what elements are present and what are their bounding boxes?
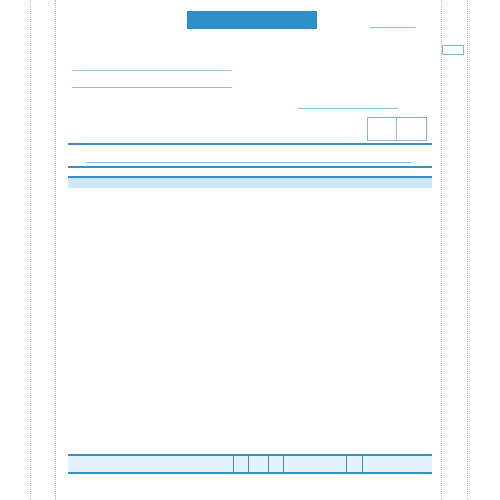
footer-div-1: [233, 454, 234, 472]
page-line: [370, 27, 416, 28]
perforation-left: [30, 0, 31, 500]
table-top-rule: [68, 176, 432, 178]
total-amount-line: [86, 162, 412, 163]
perforation-left-inner: [55, 0, 56, 500]
footer-div-4: [283, 454, 284, 472]
stamp-divider: [396, 117, 397, 141]
footer-div-3: [268, 454, 269, 472]
header-rule-bottom: [68, 166, 432, 168]
side-code-box: [442, 45, 464, 55]
perforation-right-inner: [441, 0, 442, 500]
footer-div-6: [362, 454, 363, 472]
recipient-line: [72, 70, 232, 71]
footer-div-2: [248, 454, 249, 472]
footer-div-5: [346, 454, 347, 472]
reg-no-line: [298, 108, 398, 109]
stamp-box: [367, 117, 427, 141]
footer-bottom-rule: [68, 472, 432, 474]
footer-top-rule: [68, 454, 432, 456]
table-footer: [68, 454, 432, 472]
header-rule-top: [68, 143, 432, 145]
form-title: [187, 11, 317, 29]
perforation-right: [467, 0, 468, 500]
recipient-line-2: [72, 87, 232, 88]
